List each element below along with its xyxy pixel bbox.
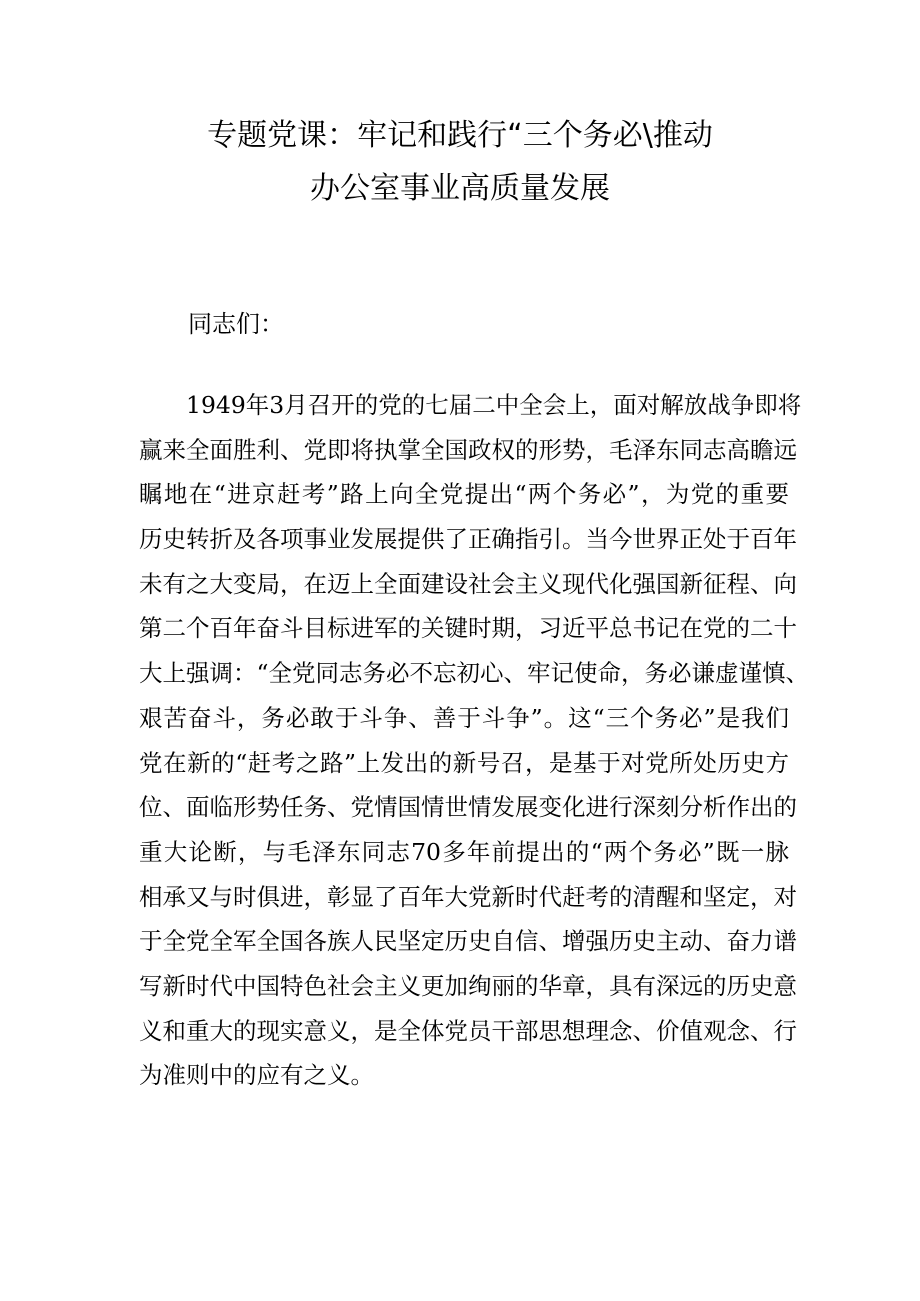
paragraph-line: 大上强调：“全党同志务必不忘初心、牢记使命，务必谦虚谨慎、 <box>139 659 810 688</box>
salutation: 同志们： <box>188 310 284 338</box>
paragraph-line: 历史转折及各项事业发展提供了正确指引。当今世界正处于百年 <box>139 525 797 554</box>
paragraph-line: 义和重大的现实意义，是全体党员干部思想理念、价值观念、行 <box>139 1016 797 1045</box>
paragraph-line: 瞩地在“进京赶考”路上向全党提出“两个务必”，为党的重要 <box>139 480 789 509</box>
body-paragraph <box>139 383 810 1098</box>
paragraph-line: 未有之大变局，在迈上全面建设社会主义现代化强国新征程、向 <box>139 569 797 598</box>
paragraph-line: 于全党全军全国各族人民坚定历史自信、增强历史主动、奋力谱 <box>139 927 797 956</box>
paragraph-line: 位、面临形势任务、党情国情世情发展变化进行深刻分析作出的 <box>139 793 797 822</box>
paragraph-line: 1949年3月召开的党的七届二中全会上，面对解放战争即将 <box>186 391 802 419</box>
paragraph-line: 写新时代中国特色社会主义更加绚丽的华章，具有深远的历史意 <box>139 971 797 1000</box>
document-title-line-1: 专题党课：牢记和践行“三个务必\推动 <box>207 118 713 153</box>
paragraph-line: 赢来全面胜利、党即将执掌全国政权的形势，毛泽东同志高瞻远 <box>139 435 797 464</box>
paragraph-line: 艰苦奋斗，务必敢于斗争、善于斗争”。这“三个务必”是我们 <box>139 703 789 732</box>
paragraph-line: 为准则中的应有之义。 <box>139 1061 374 1090</box>
paragraph-line: 重大论断，与毛泽东同志70多年前提出的“两个务必”既一脉 <box>139 837 789 866</box>
paragraph-line: 党在新的“赶考之路”上发出的新号召，是基于对党所处历史方 <box>139 748 789 777</box>
paragraph-line: 相承又与时俱进，彰显了百年大党新时代赶考的清醒和坚定，对 <box>139 882 797 911</box>
document-title-line-2: 办公室事业高质量发展 <box>310 171 610 206</box>
paragraph-line: 第二个百年奋斗目标进军的关键时期，习近平总书记在党的二十 <box>139 614 797 643</box>
